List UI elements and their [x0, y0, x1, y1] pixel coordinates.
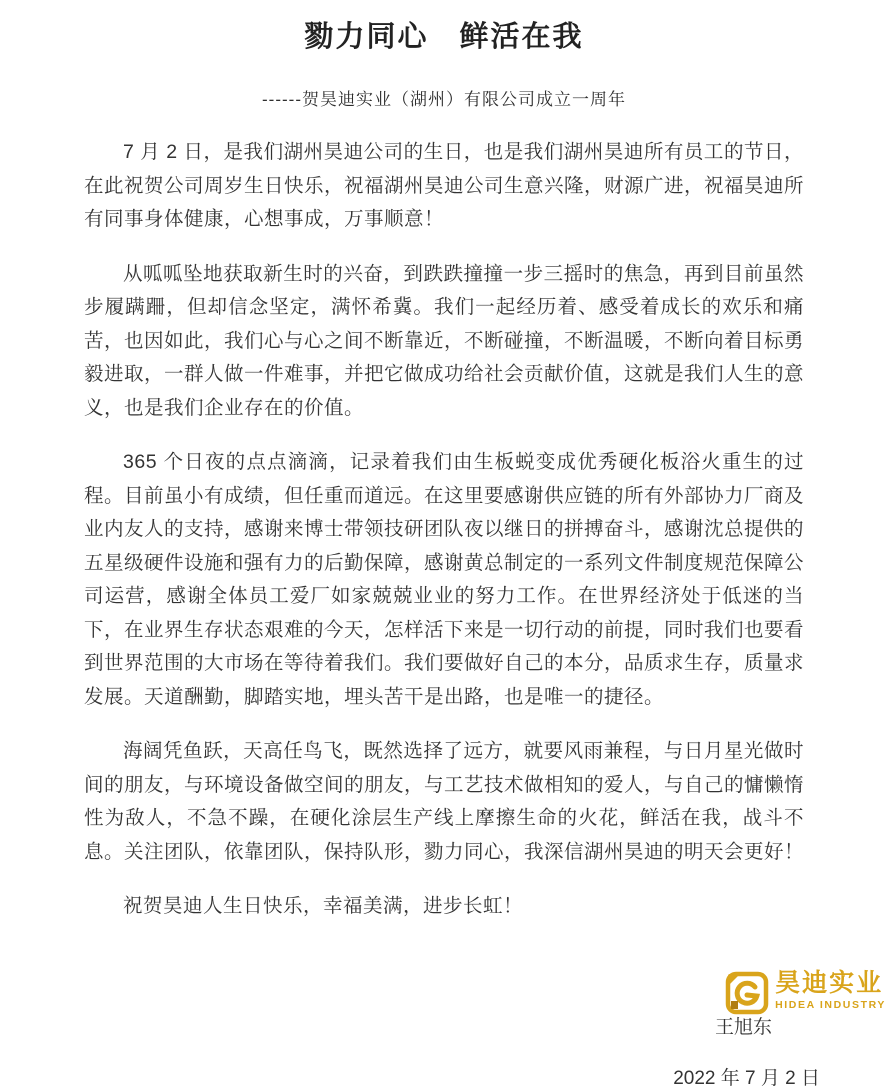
page-subtitle: ------贺昊迪实业（湖州）有限公司成立一周年: [262, 90, 626, 109]
paragraph: 海阔凭鱼跃，天高任鸟飞，既然选择了远方，就要风雨兼程，与日月星光做时间的朋友，与环境设备做空间的朋友，与工艺技术做相知的爱人，与自己的慵懒惰性为敌人，不急不躁，在硬化涂层生产线上摩擦生命的火花，鲜活在我，战斗不息。关注团队，依靠团队，保持队形，勠力同心，我深信湖州昊迪的明天会更好！: [84, 740, 805, 863]
logo-name-chinese: 昊迪实业: [775, 969, 884, 998]
paragraph: 祝贺昊迪人生日快乐，幸福美满，进步长虹！: [123, 895, 524, 917]
paragraph: 从呱呱坠地获取新生时的兴奋，到跌跌撞撞一步三摇时的焦急，再到目前虽然步履蹒跚，但却信念坚定，满怀希冀。我们一起经历着、感受着成长的欢乐和痛苦，也因如此，我们心与心之间不断靠近，不断碰撞，不断温暖，不断向着目标勇毅进取，一群人做一件难事，并把它做成功给社会贡献价值，这就是我们人生的意义，也是我们企业存在的价值。: [84, 262, 805, 419]
paragraph: 365 个日夜的点点滴滴，记录着我们由生板蜕变成优秀硬化板浴火重生的过程。目前虽小有成绩，但任重而道远。在这里要感谢供应链的所有外部协力厂商及业内友人的支持，感谢来博士带领技研团队夜以继日的拼搏奋斗，感谢沈总提供的五星级硬件设施和强有力的后勤保障，感谢黄总制定的一系列文件制度规范保障公司运营，感谢全体员工爱厂如家兢兢业业的努力工作。在世界经济处于低迷的当下，在业界生存状态艰难的今天，怎样活下来是一切行动的前提，同时我们也要看到世界范围的大市场在等待着我们。我们要做好自己的本分，品质求生存，质量求发展。天道酬勤，脚踏实地，埋头苦干是出路，也是唯一的捷径。: [84, 451, 805, 708]
hidea-logo-icon: [724, 967, 770, 1015]
page-title: 勠力同心 鲜活在我: [304, 21, 584, 53]
document-body: [0, 110, 888, 924]
logo-name-english: HIDEA INDUSTRY: [775, 999, 886, 1012]
logo-text-block: [775, 971, 886, 1011]
paragraph: 7 月 2 日，是我们湖州昊迪公司的生日，也是我们湖州昊迪所有员工的节日，在此祝贺公司周岁生日快乐，祝福湖州昊迪公司生意兴隆，财源广进，祝福昊迪所有同事身体健康，心想事成，万事顺意！: [84, 141, 805, 230]
signature-date: 2022 年 7 月 2 日: [673, 1067, 820, 1089]
company-logo: [724, 967, 886, 1015]
signature-name: 王旭东: [714, 1016, 772, 1038]
